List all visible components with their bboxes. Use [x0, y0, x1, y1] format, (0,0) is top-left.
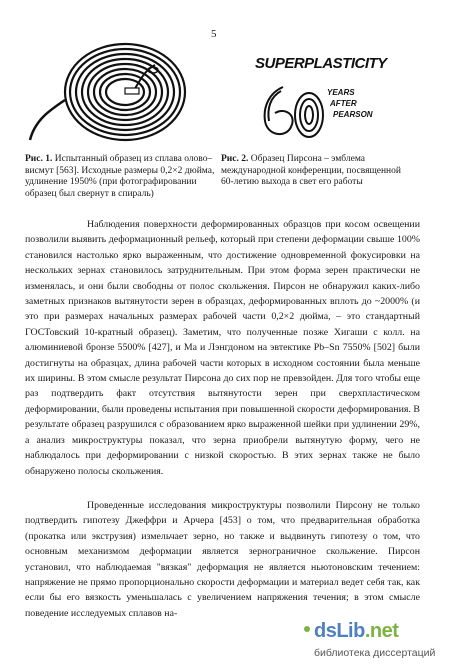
- body-paragraph-2: [25, 498, 420, 621]
- sixty-digits-graphic: [255, 75, 330, 145]
- logo-side-text: [327, 87, 387, 120]
- paragraph-1-text: Наблюдения поверхности деформированных образцов при косом освещении позволили выявить деформационный рельеф, который при степени деформации свыше 100% становился настолько ярко выраженным, что достижение одновременной фокусировки на нескольких зернах становилось затруднительным. При этом форма зерен практически не изменялась, и они были свободны от полос скольжения. Пирсон не обнаружил каких-либо заметных признаков вытянутости зерен в образцах, деформированных вплоть до ~2000% (и это при размерах начальных размерах рабочей части 0,2×2 дюйма, – это стандартный ГОСТовский 10-кратный образец). Заметим, что полученные позже Хигаши с колл. на алюминиевой бронзе 5500% [427], и Ма и Лэнгдоном на эвтектике Pb–Sn 7550% [502] были достигнуты на образцах, длина рабочей части которых в исходном состоянии была меньше их ширины. В этом смысле результат Пирсона до сих пор не превзойден. Для того чтобы еще раз подтвердить факт отсутствия вытянутости зерен при сверхпластическом деформировании, были проведены испытания при повышенной скорости деформирования. В результате образец разрушился с образованием ярко выраженной шейки при удлинении 29%, а анализ микроструктуры показал, что зерна приобрели вытянутую форму, чего не наблюдалось при деформировании с низкой скоростью. В этих зернах также не было обнаружено полосы скольжения.: [25, 219, 420, 477]
- figure2-caption-text: Образец Пирсона – эмблема международной конференции, посвященной 60-летию выхода в свет его работы: [221, 154, 401, 187]
- logo-line-years: YEARS: [327, 88, 355, 97]
- figure1-caption-text: Испытанный образец из сплава олово–висмут [563]. Исходные размеры 0,2×2 дюйма, удлинение 1950% (при фотографировании образец был свернут в спираль): [25, 154, 215, 199]
- watermark-title-tld: .net: [364, 620, 399, 642]
- figure1-caption: [25, 154, 220, 200]
- figure2-label: Рис. 2.: [221, 154, 249, 164]
- watermark-dot-icon: [304, 626, 310, 632]
- figure1-label: Рис. 1.: [25, 154, 53, 164]
- page-number: 5: [211, 28, 217, 40]
- logo-title: SUPERPLASTICITY: [255, 55, 387, 72]
- watermark-subtitle: библиотека диссертаций: [314, 647, 436, 659]
- paragraph-2-text: Проведенные исследования микроструктуры позволили Пирсону не только подтвердить гипотезу Джеффри и Арчера [453] о том, что предварительная обработка (прокатка или экструзия) измельчает зерно, но также и выдвинуть гипотезу о том, что основным механизмом деформации является зернограничное скольжение. Пирсон установил, что наблюдаемая "вязкая" деформация не является ньютоновским течением: напряжение не прямо пропорционально скорости деформации и материал ведет себя так, как если бы его вязкость уменьшалась с увеличением напряжения течения; в этом смысле поведение исследуемых сплавов на-: [25, 500, 420, 619]
- logo-line-after: AFTER: [330, 99, 357, 108]
- body-paragraph-1: [25, 217, 420, 479]
- superplasticity-logo: [255, 55, 385, 145]
- watermark-title: [314, 620, 398, 643]
- watermark-title-main: dsLib: [314, 620, 365, 642]
- logo-line-pearson: PEARSON: [333, 110, 373, 119]
- spiral-specimen-image: [25, 40, 190, 150]
- dslib-watermark: [300, 620, 445, 665]
- figure2-caption: [221, 154, 411, 189]
